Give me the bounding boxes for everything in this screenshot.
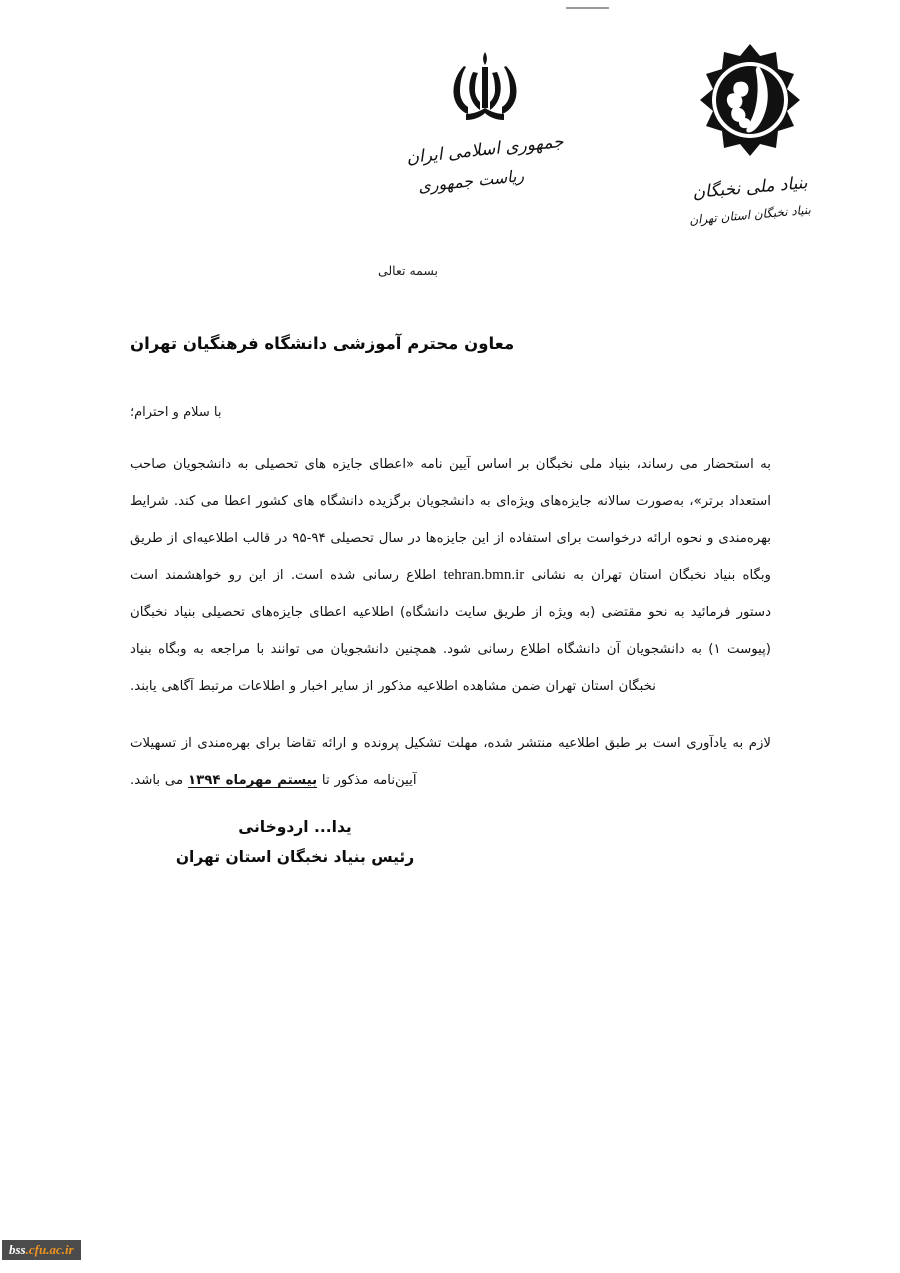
scan-artifact-line <box>566 7 609 9</box>
greeting-line: با سلام و احترام؛ <box>130 405 222 420</box>
paragraph-1-segment-b: اطلاع رسانی شده است. از این رو خواهشمند است دستور فرمائید به نحو مقتضی (به ویژه از طریق سایت دانشگاه) اطلاعیه اعطای جایزه‌های تحصیلی بنیاد نخبگان (پیوست ۱) به دانشجویان آن دانشگاه اطلاع رسانی شود. همچنین دانشجویان می توانند با مراجعه به وبگاه بنیاد نخبگان استان تهران ضمن مشاهده اطلاعیه مذکور از سایر اخبار و اطلاعات مرتبط آگاهی یابند. <box>130 568 771 694</box>
watermark-host: bss <box>9 1242 26 1257</box>
signatory-title: رئیس بنیاد نخبگان استان تهران <box>175 848 415 866</box>
paragraph-2-segment-a: لازم به یادآوری است بر طبق اطلاعیه منتشر شده، مهلت تشکیل پرونده و ارائه تقاضا برای بهره‌مندی از تسهیلات آیین‌نامه مذکور تا <box>130 736 771 788</box>
body-paragraph-1 <box>130 446 771 705</box>
letter-body <box>130 446 771 811</box>
foundation-website-url[interactable]: tehran.bmn.ir <box>443 567 525 583</box>
body-paragraph-2 <box>130 725 771 799</box>
foundation-province-line: بنیاد نخبگان استان تهران <box>688 202 812 228</box>
presidency-line: ریاست جمهوری <box>417 165 525 196</box>
republic-name-line: جمهوری اسلامی ایران <box>405 131 565 169</box>
signatory-name: یدا... اردوخانی <box>238 818 352 836</box>
invocation-text: بسمه تعالی <box>377 263 439 278</box>
addressee-line: معاون محترم آموزشی دانشگاه فرهنگیان تهران <box>130 334 515 353</box>
foundation-name-line: بنیاد ملی نخبگان <box>691 173 809 203</box>
watermark-domain: .cfu.ac.ir <box>25 1242 74 1257</box>
letterhead <box>0 42 900 257</box>
national-elites-foundation-emblem-icon <box>690 42 810 164</box>
paragraph-2-segment-b: می باشد. <box>130 773 188 788</box>
national-elites-foundation-logo-block <box>655 42 845 228</box>
iran-national-emblem-icon <box>442 50 528 128</box>
paragraph-1-segment-a: به استحضار می رساند، بنیاد ملی نخبگان بر اساس آیین نامه «اعطای جایزه های تحصیلی به دانشجویان صاحب استعداد برتر»، به‌صورت سالانه جایزه‌های ویژه‌ای به دانشجویان برگزیده دانشگاه های کشور اعطا می کند. شرایط بهره‌مندی و نحوه ارائه درخواست برای استفاده از این جایزه‌ها در سال تحصیلی ۹۴-۹۵ در قالب اطلاعیه‌ای از طریق وبگاه بنیاد نخبگان استان تهران به نشانی <box>130 457 771 583</box>
iran-emblem-logo-block <box>370 50 600 196</box>
site-watermark-badge <box>2 1240 81 1260</box>
signature-block <box>150 818 440 866</box>
submission-deadline: بیستم مهرماه ۱۳۹۴ <box>187 773 318 788</box>
